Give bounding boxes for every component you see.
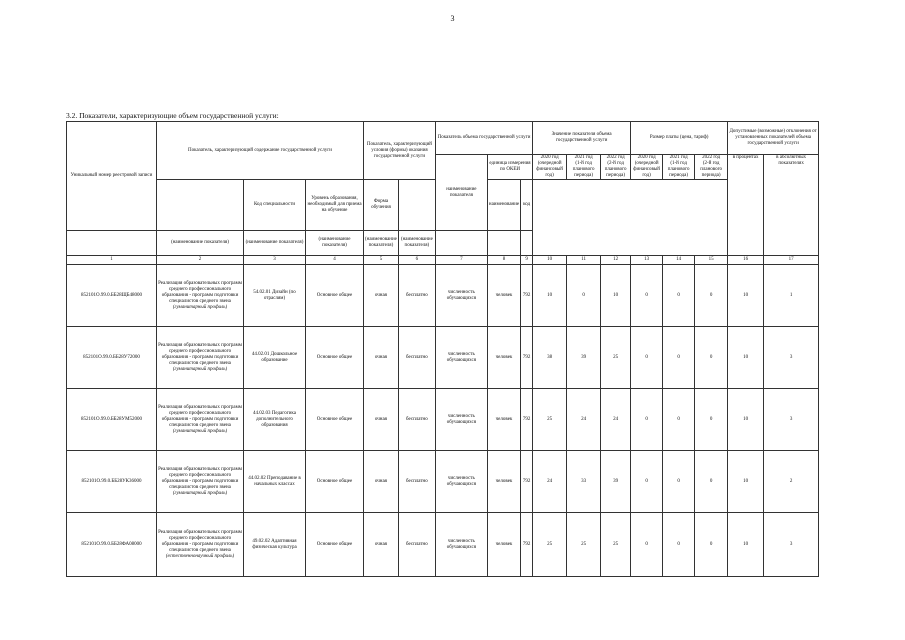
header-deviations: Допустимые (возможные) отклонения от установленных показателей объема государственной услуги xyxy=(728,122,819,155)
cell-fee-2020: 0 xyxy=(631,327,663,389)
cell-study-form: очная xyxy=(364,389,399,451)
cell-value-2021: 39 xyxy=(567,327,601,389)
cell-unit-code: 792 xyxy=(521,265,533,327)
profile-text: (гуманитарный профиль) xyxy=(172,366,228,372)
cell-value-2020: 38 xyxy=(533,327,567,389)
header-col-b: (наименование показателя) xyxy=(244,231,306,256)
program-text: Реализация образовательных программ среднего профессионального образования - программ подготовки специалистов среднего звена xyxy=(158,529,242,553)
cell-value-2022: 25 xyxy=(601,327,631,389)
cell-unit-code: 792 xyxy=(521,513,533,577)
cell-program xyxy=(157,513,244,577)
cell-unit-name: человек xyxy=(487,327,520,389)
header-col-a: (наименование показателя) xyxy=(157,231,244,256)
table-row xyxy=(67,513,819,577)
cell-program xyxy=(157,451,244,513)
header-unique-number: Уникальный номер реестровой записи xyxy=(67,122,157,231)
header-study-form: Форма обучения xyxy=(364,180,399,231)
cell-unit-code: 792 xyxy=(521,327,533,389)
cell-unit-code: 792 xyxy=(521,451,533,513)
cell-fee-2022: 0 xyxy=(695,389,728,451)
cell-deviation-absolute: 3 xyxy=(764,327,819,389)
cell-unit-name: человек xyxy=(487,451,520,513)
cell-study-form: очная xyxy=(364,327,399,389)
page-number: 3 xyxy=(450,14,455,23)
col-number: 14 xyxy=(663,256,695,265)
col-number: 17 xyxy=(764,256,819,265)
col-number: 6 xyxy=(398,256,435,265)
col-number: 15 xyxy=(695,256,728,265)
header-year-2021: 2021 год (1-й год планового периода) xyxy=(567,155,601,180)
header-fee-size: Размер платы (цена, тариф) xyxy=(631,122,728,155)
cell-study-form: очная xyxy=(364,265,399,327)
col-number: 16 xyxy=(728,256,764,265)
cell-specialty: 44.02.01 Дошкольное образование xyxy=(244,327,306,389)
header-in-percent: в процентах xyxy=(728,155,764,256)
cell-education-level: Основное общее xyxy=(306,389,364,451)
cell-education-level: Основное общее xyxy=(306,513,364,577)
cell-deviation-percent: 10 xyxy=(728,327,764,389)
profile-text: (гуманитарный профиль) xyxy=(172,490,228,496)
col-number: 9 xyxy=(521,256,533,265)
col-number: 12 xyxy=(601,256,631,265)
cell-value-2020: 25 xyxy=(533,389,567,451)
header-unit: единица измерения по ОКЕИ xyxy=(487,155,532,180)
header-education-level: Уровень образования, необходимый для приема на обучение xyxy=(306,180,364,231)
col-number: 5 xyxy=(364,256,399,265)
table-row xyxy=(67,327,819,389)
column-numbers-row xyxy=(67,256,819,265)
cell-fee-2021: 0 xyxy=(663,265,695,327)
table-row xyxy=(67,265,819,327)
header-volume-values: Значение показателя объема государственной услуги xyxy=(533,122,631,155)
header-fee-2021: 2021 год (1-й год планового периода) xyxy=(663,155,695,180)
header-spacer xyxy=(533,180,728,231)
cell-program xyxy=(157,265,244,327)
header-col-e: (наименование показателя) xyxy=(398,231,435,256)
cell-fee-2020: 0 xyxy=(631,513,663,577)
cell-indicator-name: численность обучающихся xyxy=(435,389,487,451)
cell-indicator-name: численность обучающихся xyxy=(435,327,487,389)
cell-specialty: 44.02.02 Преподавание в начальных классах xyxy=(244,451,306,513)
data-rows xyxy=(67,265,819,577)
header-content-indicator: Показатель, характеризующий содержание государственной услуги xyxy=(157,122,364,180)
table-row xyxy=(67,451,819,513)
header-empty-3 xyxy=(67,231,157,256)
cell-fee-2021: 0 xyxy=(663,451,695,513)
volume-indicators-table xyxy=(66,121,819,577)
col-number: 3 xyxy=(244,256,306,265)
header-volume-indicator: Показатель объема государственной услуги xyxy=(435,122,532,155)
cell-value-2020: 24 xyxy=(533,451,567,513)
profile-text: (естественнонаучный профиль) xyxy=(165,553,235,559)
cell-fee-2022: 0 xyxy=(695,265,728,327)
cell-fee-type: бесплатно xyxy=(398,451,435,513)
header-fee-2020: 2020 год (очередной финансовый год) xyxy=(631,155,663,180)
cell-indicator-name: численность обучающихся xyxy=(435,451,487,513)
header-empty-5 xyxy=(487,231,520,256)
header-year-2020: 2020 год (очередной финансовый год) xyxy=(533,155,567,180)
profile-text: (гуманитарный профиль) xyxy=(172,428,228,434)
cell-specialty: 54.02.01 Дизайн (по отраслям) xyxy=(244,265,306,327)
program-text: Реализация образовательных программ среднего профессионального образования - программ подготовки специалистов среднего звена xyxy=(158,280,242,304)
cell-program xyxy=(157,327,244,389)
col-number: 4 xyxy=(306,256,364,265)
cell-value-2020: 10 xyxy=(533,265,567,327)
cell-specialty: 49.02.02 Адаптивная физическая культура xyxy=(244,513,306,577)
cell-value-2022: 39 xyxy=(601,451,631,513)
cell-deviation-absolute: 1 xyxy=(764,265,819,327)
cell-fee-2022: 0 xyxy=(695,451,728,513)
table-row xyxy=(67,389,819,451)
cell-deviation-absolute: 2 xyxy=(764,451,819,513)
cell-unique-number: 852101О.99.0.ББ28ФА08000 xyxy=(67,513,157,577)
header-specialty-code: Код специальности xyxy=(244,180,306,231)
cell-education-level: Основное общее xyxy=(306,327,364,389)
cell-fee-2022: 0 xyxy=(695,327,728,389)
header-indicator-name: наименование показателя xyxy=(435,155,487,231)
cell-value-2021: 24 xyxy=(567,389,601,451)
cell-fee-type: бесплатно xyxy=(398,327,435,389)
profile-text: (гуманитарный профиль) xyxy=(172,304,228,310)
cell-deviation-percent: 10 xyxy=(728,389,764,451)
cell-program xyxy=(157,389,244,451)
header-unit-code: код xyxy=(521,180,533,231)
cell-fee-type: бесплатно xyxy=(398,265,435,327)
cell-unique-number: 852101О.99.0.ББ28УМ52000 xyxy=(67,389,157,451)
cell-fee-type: бесплатно xyxy=(398,513,435,577)
cell-indicator-name: численность обучающихся xyxy=(435,265,487,327)
header-in-absolute: в абсолютных показателях xyxy=(764,155,819,256)
header-empty-2 xyxy=(398,180,435,231)
header-empty-4 xyxy=(435,231,487,256)
cell-unique-number: 852101О.99.0.ББ28ЩБ48000 xyxy=(67,265,157,327)
col-number: 11 xyxy=(567,256,601,265)
cell-study-form: очная xyxy=(364,513,399,577)
cell-unique-number: 852101О.99.0.ББ28У72000 xyxy=(67,327,157,389)
program-text: Реализация образовательных программ среднего профессионального образования - программ подготовки специалистов среднего звена xyxy=(158,404,242,428)
header-unit-name: наименование xyxy=(487,180,520,231)
cell-value-2022: 25 xyxy=(601,513,631,577)
section-title: 3.2. Показатели, характеризующие объем государственной услуги: xyxy=(66,111,279,120)
cell-unit-code: 792 xyxy=(521,389,533,451)
cell-unique-number: 852101О.99.0.ББ28УК36000 xyxy=(67,451,157,513)
col-number: 10 xyxy=(533,256,567,265)
cell-fee-2020: 0 xyxy=(631,265,663,327)
cell-value-2022: 10 xyxy=(601,265,631,327)
cell-unit-name: человек xyxy=(487,513,520,577)
header-year-2022: 2022 год (2-й год планового периода) xyxy=(601,155,631,180)
header-conditions-indicator: Показатель, характеризующий условия (формы) оказания государственной услуги xyxy=(364,122,436,180)
cell-unit-name: человек xyxy=(487,265,520,327)
cell-deviation-percent: 10 xyxy=(728,513,764,577)
cell-deviation-absolute: 3 xyxy=(764,389,819,451)
header-empty-6 xyxy=(521,231,533,256)
cell-value-2020: 25 xyxy=(533,513,567,577)
cell-fee-2020: 0 xyxy=(631,451,663,513)
col-number: 2 xyxy=(157,256,244,265)
cell-fee-2021: 0 xyxy=(663,389,695,451)
header-empty-7 xyxy=(533,231,728,256)
col-number: 7 xyxy=(435,256,487,265)
cell-fee-type: бесплатно xyxy=(398,389,435,451)
program-text: Реализация образовательных программ среднего профессионального образования - программ подготовки специалистов среднего звена xyxy=(158,342,242,366)
cell-deviation-absolute: 3 xyxy=(764,513,819,577)
cell-education-level: Основное общее xyxy=(306,265,364,327)
cell-specialty: 44.02.03 Педагогика дополнительного образования xyxy=(244,389,306,451)
cell-deviation-percent: 10 xyxy=(728,265,764,327)
cell-value-2021: 33 xyxy=(567,451,601,513)
cell-value-2021: 0 xyxy=(567,265,601,327)
header-fee-2022: 2022 год (2-й год планового периода) xyxy=(695,155,728,180)
cell-fee-2020: 0 xyxy=(631,389,663,451)
col-number: 8 xyxy=(487,256,520,265)
col-number: 13 xyxy=(631,256,663,265)
cell-indicator-name: численность обучающихся xyxy=(435,513,487,577)
cell-value-2022: 24 xyxy=(601,389,631,451)
col-number: 1 xyxy=(67,256,157,265)
cell-fee-2022: 0 xyxy=(695,513,728,577)
cell-fee-2021: 0 xyxy=(663,513,695,577)
cell-fee-2021: 0 xyxy=(663,327,695,389)
cell-value-2021: 25 xyxy=(567,513,601,577)
program-text: Реализация образовательных программ среднего профессионального образования - программ подготовки специалистов среднего звена xyxy=(158,466,242,490)
header-empty xyxy=(157,180,244,231)
cell-study-form: очная xyxy=(364,451,399,513)
header-col-c: (наименование показателя) xyxy=(306,231,364,256)
cell-unit-name: человек xyxy=(487,389,520,451)
header-col-d: (наименование показателя) xyxy=(364,231,399,256)
cell-deviation-percent: 10 xyxy=(728,451,764,513)
cell-education-level: Основное общее xyxy=(306,451,364,513)
